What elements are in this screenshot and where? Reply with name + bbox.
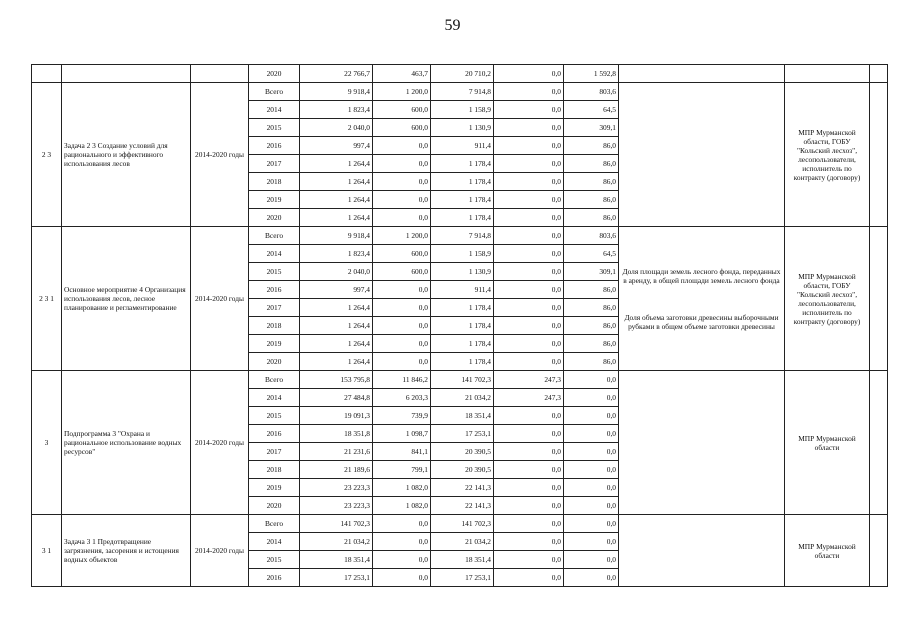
section-2-row-year-cell: 2016: [249, 281, 300, 299]
section-1-row-value-cell-4: 0,0: [494, 83, 564, 101]
section-code: 2 3 1: [32, 227, 62, 371]
section-3-row-value-cell-3: 141 702,3: [431, 371, 494, 389]
section-4-row-year-cell: 2016: [249, 569, 300, 587]
section-2-row-value-cell-4: 0,0: [494, 335, 564, 353]
section-period: 2014-2020 годы: [191, 515, 249, 587]
section-3-row-value-cell-5: 0,0: [564, 371, 619, 389]
section-3-row-year-cell: 2019: [249, 479, 300, 497]
section-3-row-value-cell-4: 0,0: [494, 479, 564, 497]
section-indicators: [619, 227, 785, 371]
section-1-row-year-cell: 2019: [249, 191, 300, 209]
section-1-row-value-cell-5: 86,0: [564, 191, 619, 209]
section-2-row-value-cell-3: 1 158,9: [431, 245, 494, 263]
section-name: Основное мероприятие 4 Организация использования лесов, лесное планирование и регламентирование: [62, 227, 191, 371]
section-3-row-year-cell: 2020: [249, 497, 300, 515]
section-2-row-value-cell-4: 0,0: [494, 317, 564, 335]
section-2-row-value-cell-1: 1 823,4: [300, 245, 373, 263]
code-cell: [32, 65, 62, 83]
section-2-row-value-cell-2: 600,0: [373, 245, 431, 263]
section-3-row-value-cell-4: 0,0: [494, 461, 564, 479]
section-3-row-year-cell: 2014: [249, 389, 300, 407]
section-2-row-value-cell-1: 9 918,4: [300, 227, 373, 245]
section-2-row-value-cell-5: 86,0: [564, 317, 619, 335]
section-2-row-value-cell-1: 1 264,4: [300, 299, 373, 317]
section-3-row-value-cell-1: 21 231,6: [300, 443, 373, 461]
section-1-row-value-cell-2: 0,0: [373, 209, 431, 227]
section-3-row-value-cell-5: 0,0: [564, 407, 619, 425]
top-row-value-cell-3: 20 710,2: [431, 65, 494, 83]
section-4-row-value-cell-1: 141 702,3: [300, 515, 373, 533]
indicator-cell: [619, 65, 785, 83]
table-row: [32, 515, 888, 533]
section-1-row-value-cell-4: 0,0: [494, 191, 564, 209]
section-3-row-year-cell: 2017: [249, 443, 300, 461]
section-2-row-value-cell-3: 911,4: [431, 281, 494, 299]
section-3-row-value-cell-3: 22 141,3: [431, 497, 494, 515]
section-2-row-value-cell-3: 1 130,9: [431, 263, 494, 281]
section-3-row-value-cell-5: 0,0: [564, 443, 619, 461]
section-1-row-value-cell-2: 0,0: [373, 173, 431, 191]
section-3-row-value-cell-1: 18 351,8: [300, 425, 373, 443]
section-1-row-value-cell-5: 86,0: [564, 155, 619, 173]
section-1-row-year-cell: Всего: [249, 83, 300, 101]
section-2-row-year-cell: 2015: [249, 263, 300, 281]
section-1-row-value-cell-3: 911,4: [431, 137, 494, 155]
section-executor: МПР Мурманской области: [785, 371, 870, 515]
section-3-row-value-cell-4: 0,0: [494, 497, 564, 515]
section-4-row-value-cell-5: 0,0: [564, 569, 619, 587]
period-cell: [191, 65, 249, 83]
table-row: [32, 83, 888, 101]
section-4-row-value-cell-5: 0,0: [564, 551, 619, 569]
section-1-row-value-cell-5: 86,0: [564, 209, 619, 227]
edge-cell: [870, 227, 888, 371]
edge-cell: [870, 371, 888, 515]
section-executor: МПР Мурманской области, ГОБУ "Кольский лесхоз", лесопользователи, исполнитель по контракту (договору): [785, 83, 870, 227]
section-1-row-value-cell-1: 1 264,4: [300, 209, 373, 227]
section-1-row-value-cell-3: 1 178,4: [431, 173, 494, 191]
section-2-row-value-cell-3: 1 178,4: [431, 317, 494, 335]
section-1-row-year-cell: 2015: [249, 119, 300, 137]
executor-cell: [785, 65, 870, 83]
section-code: 3 1: [32, 515, 62, 587]
top-row-value-cell-2: 463,7: [373, 65, 431, 83]
section-2-row-value-cell-4: 0,0: [494, 299, 564, 317]
section-4-row-value-cell-3: 17 253,1: [431, 569, 494, 587]
section-4-row-value-cell-2: 0,0: [373, 569, 431, 587]
section-4-row-value-cell-4: 0,0: [494, 515, 564, 533]
section-4-row-value-cell-2: 0,0: [373, 533, 431, 551]
section-3-row-value-cell-1: 21 189,6: [300, 461, 373, 479]
section-3-row-value-cell-3: 20 390,5: [431, 443, 494, 461]
section-1-row-value-cell-4: 0,0: [494, 137, 564, 155]
section-1-row-value-cell-4: 0,0: [494, 101, 564, 119]
section-1-row-year-cell: 2020: [249, 209, 300, 227]
section-2-row-year-cell: 2017: [249, 299, 300, 317]
section-1-row-value-cell-3: 1 178,4: [431, 155, 494, 173]
section-1-row-value-cell-2: 0,0: [373, 191, 431, 209]
section-1-row-value-cell-5: 803,6: [564, 83, 619, 101]
section-3-row-value-cell-2: 1 082,0: [373, 479, 431, 497]
section-2-row-value-cell-1: 1 264,4: [300, 317, 373, 335]
section-2-row-value-cell-3: 1 178,4: [431, 335, 494, 353]
section-2-row-value-cell-5: 86,0: [564, 353, 619, 371]
top-row-value-cell-4: 0,0: [494, 65, 564, 83]
section-1-row-value-cell-2: 0,0: [373, 137, 431, 155]
section-4-row-value-cell-3: 18 351,4: [431, 551, 494, 569]
section-2-row-value-cell-2: 600,0: [373, 263, 431, 281]
section-2-row-value-cell-3: 1 178,4: [431, 299, 494, 317]
section-2-row-value-cell-1: 2 040,0: [300, 263, 373, 281]
section-2-row-value-cell-2: 0,0: [373, 317, 431, 335]
section-4-row-value-cell-1: 17 253,1: [300, 569, 373, 587]
section-indicators: [619, 371, 785, 515]
section-2-row-value-cell-1: 1 264,4: [300, 335, 373, 353]
section-1-row-value-cell-3: 1 178,4: [431, 191, 494, 209]
section-4-row-year-cell: Всего: [249, 515, 300, 533]
section-2-row-value-cell-2: 0,0: [373, 281, 431, 299]
edge-cell: [870, 65, 888, 83]
section-4-row-value-cell-1: 21 034,2: [300, 533, 373, 551]
section-2-row-value-cell-3: 7 914,8: [431, 227, 494, 245]
section-3-row-value-cell-3: 20 390,5: [431, 461, 494, 479]
section-4-row-value-cell-5: 0,0: [564, 533, 619, 551]
section-3-row-value-cell-3: 17 253,1: [431, 425, 494, 443]
section-3-row-value-cell-2: 1 098,7: [373, 425, 431, 443]
section-period: 2014-2020 годы: [191, 83, 249, 227]
section-2-row-value-cell-5: 86,0: [564, 335, 619, 353]
section-2-row-value-cell-2: 0,0: [373, 353, 431, 371]
section-3-row-value-cell-4: 247,3: [494, 389, 564, 407]
section-3-row-value-cell-2: 841,1: [373, 443, 431, 461]
section-2-row-value-cell-5: 86,0: [564, 281, 619, 299]
indicator-text: Доля площади земель лесного фонда, переданных в аренду, в общей площади земель лесного фонда: [622, 266, 781, 285]
section-3-row-value-cell-5: 0,0: [564, 389, 619, 407]
section-indicators: [619, 515, 785, 587]
section-4-row-value-cell-2: 0,0: [373, 515, 431, 533]
section-3-row-year-cell: 2018: [249, 461, 300, 479]
section-indicators: [619, 83, 785, 227]
edge-cell: [870, 83, 888, 227]
section-2-row-value-cell-2: 0,0: [373, 335, 431, 353]
section-1-row-value-cell-2: 600,0: [373, 101, 431, 119]
section-3-row-value-cell-3: 21 034,2: [431, 389, 494, 407]
section-3-row-value-cell-3: 18 351,4: [431, 407, 494, 425]
section-3-row-value-cell-4: 0,0: [494, 407, 564, 425]
section-4-row-value-cell-1: 18 351,4: [300, 551, 373, 569]
section-3-row-value-cell-5: 0,0: [564, 497, 619, 515]
section-1-row-value-cell-1: 1 264,4: [300, 155, 373, 173]
section-2-row-value-cell-5: 86,0: [564, 299, 619, 317]
top-row-value-cell-1: 22 766,7: [300, 65, 373, 83]
section-1-row-value-cell-2: 0,0: [373, 155, 431, 173]
section-4-row-year-cell: 2014: [249, 533, 300, 551]
budget-table: [31, 64, 888, 587]
top-row-year-cell: 2020: [249, 65, 300, 83]
section-code: 2 3: [32, 83, 62, 227]
section-2-row-value-cell-4: 0,0: [494, 245, 564, 263]
section-1-row-value-cell-4: 0,0: [494, 119, 564, 137]
section-code: 3: [32, 371, 62, 515]
section-3-row-year-cell: Всего: [249, 371, 300, 389]
section-4-row-year-cell: 2015: [249, 551, 300, 569]
section-3-row-value-cell-4: 0,0: [494, 443, 564, 461]
section-2-row-value-cell-2: 0,0: [373, 299, 431, 317]
section-1-row-value-cell-4: 0,0: [494, 173, 564, 191]
section-3-row-value-cell-1: 153 795,8: [300, 371, 373, 389]
section-1-row-year-cell: 2014: [249, 101, 300, 119]
section-2-row-year-cell: Всего: [249, 227, 300, 245]
section-executor: МПР Мурманской области, ГОБУ "Кольский лесхоз", лесопользователи, исполнитель по контракту (договору): [785, 227, 870, 371]
section-1-row-value-cell-2: 600,0: [373, 119, 431, 137]
section-4-row-value-cell-4: 0,0: [494, 569, 564, 587]
indicator-text: Доля объема заготовки древесины выборочными рубками в общем объеме заготовки древесины: [624, 312, 779, 331]
section-1-row-value-cell-1: 1 264,4: [300, 191, 373, 209]
section-3-row-value-cell-1: 27 484,8: [300, 389, 373, 407]
table-row: [32, 65, 888, 83]
section-period: 2014-2020 годы: [191, 371, 249, 515]
section-3-row-value-cell-1: 23 223,3: [300, 497, 373, 515]
section-2-row-year-cell: 2020: [249, 353, 300, 371]
section-4-row-value-cell-3: 21 034,2: [431, 533, 494, 551]
page-number: 59: [444, 17, 461, 34]
section-3-row-value-cell-5: 0,0: [564, 425, 619, 443]
table-row: [32, 371, 888, 389]
section-3-row-value-cell-5: 0,0: [564, 461, 619, 479]
section-2-row-value-cell-4: 0,0: [494, 227, 564, 245]
section-2-row-value-cell-4: 0,0: [494, 353, 564, 371]
section-period: 2014-2020 годы: [191, 227, 249, 371]
section-2-row-value-cell-1: 997,4: [300, 281, 373, 299]
section-1-row-value-cell-1: 9 918,4: [300, 83, 373, 101]
section-3-row-year-cell: 2016: [249, 425, 300, 443]
section-1-row-year-cell: 2018: [249, 173, 300, 191]
section-1-row-year-cell: 2016: [249, 137, 300, 155]
section-2-row-value-cell-4: 0,0: [494, 281, 564, 299]
section-2-row-value-cell-3: 1 178,4: [431, 353, 494, 371]
section-3-row-value-cell-5: 0,0: [564, 479, 619, 497]
section-2-row-value-cell-4: 0,0: [494, 263, 564, 281]
section-1-row-value-cell-1: 997,4: [300, 137, 373, 155]
section-name: Подпрограмма 3 "Охрана и рациональное использование водных ресурсов": [62, 371, 191, 515]
section-executor: МПР Мурманской области: [785, 515, 870, 587]
section-3-row-value-cell-1: 19 091,3: [300, 407, 373, 425]
section-1-row-value-cell-5: 309,1: [564, 119, 619, 137]
section-1-row-value-cell-4: 0,0: [494, 209, 564, 227]
section-1-row-value-cell-5: 64,5: [564, 101, 619, 119]
section-3-row-value-cell-4: 247,3: [494, 371, 564, 389]
section-4-row-value-cell-2: 0,0: [373, 551, 431, 569]
section-1-row-value-cell-3: 1 130,9: [431, 119, 494, 137]
section-1-row-value-cell-5: 86,0: [564, 137, 619, 155]
section-3-row-value-cell-3: 22 141,3: [431, 479, 494, 497]
section-2-row-year-cell: 2014: [249, 245, 300, 263]
section-1-row-value-cell-3: 1 158,9: [431, 101, 494, 119]
section-2-row-value-cell-2: 1 200,0: [373, 227, 431, 245]
section-1-row-value-cell-1: 2 040,0: [300, 119, 373, 137]
section-4-row-value-cell-5: 0,0: [564, 515, 619, 533]
name-cell: [62, 65, 191, 83]
section-3-row-value-cell-1: 23 223,3: [300, 479, 373, 497]
section-1-row-value-cell-3: 1 178,4: [431, 209, 494, 227]
section-4-row-value-cell-3: 141 702,3: [431, 515, 494, 533]
section-1-row-value-cell-2: 1 200,0: [373, 83, 431, 101]
section-1-row-value-cell-3: 7 914,8: [431, 83, 494, 101]
section-2-row-year-cell: 2018: [249, 317, 300, 335]
section-1-row-value-cell-1: 1 823,4: [300, 101, 373, 119]
section-name: Задача 2 3 Создание условий для рационального и эффективного использования лесов: [62, 83, 191, 227]
section-1-row-value-cell-1: 1 264,4: [300, 173, 373, 191]
section-2-row-year-cell: 2019: [249, 335, 300, 353]
section-name: Задача 3 1 Предотвращение загрязнения, засорения и истощения водных объектов: [62, 515, 191, 587]
edge-cell: [870, 515, 888, 587]
section-2-row-value-cell-5: 309,1: [564, 263, 619, 281]
section-2-row-value-cell-5: 64,5: [564, 245, 619, 263]
section-3-row-value-cell-2: 1 082,0: [373, 497, 431, 515]
section-4-row-value-cell-4: 0,0: [494, 533, 564, 551]
table-row: [32, 227, 888, 245]
section-3-row-value-cell-4: 0,0: [494, 425, 564, 443]
section-4-row-value-cell-4: 0,0: [494, 551, 564, 569]
section-3-row-year-cell: 2015: [249, 407, 300, 425]
section-3-row-value-cell-2: 11 846,2: [373, 371, 431, 389]
section-3-row-value-cell-2: 799,1: [373, 461, 431, 479]
top-row-value-cell-5: 1 592,8: [564, 65, 619, 83]
section-1-row-value-cell-5: 86,0: [564, 173, 619, 191]
section-1-row-year-cell: 2017: [249, 155, 300, 173]
section-1-row-value-cell-4: 0,0: [494, 155, 564, 173]
section-2-row-value-cell-5: 803,6: [564, 227, 619, 245]
section-3-row-value-cell-2: 739,9: [373, 407, 431, 425]
section-3-row-value-cell-2: 6 203,3: [373, 389, 431, 407]
section-2-row-value-cell-1: 1 264,4: [300, 353, 373, 371]
